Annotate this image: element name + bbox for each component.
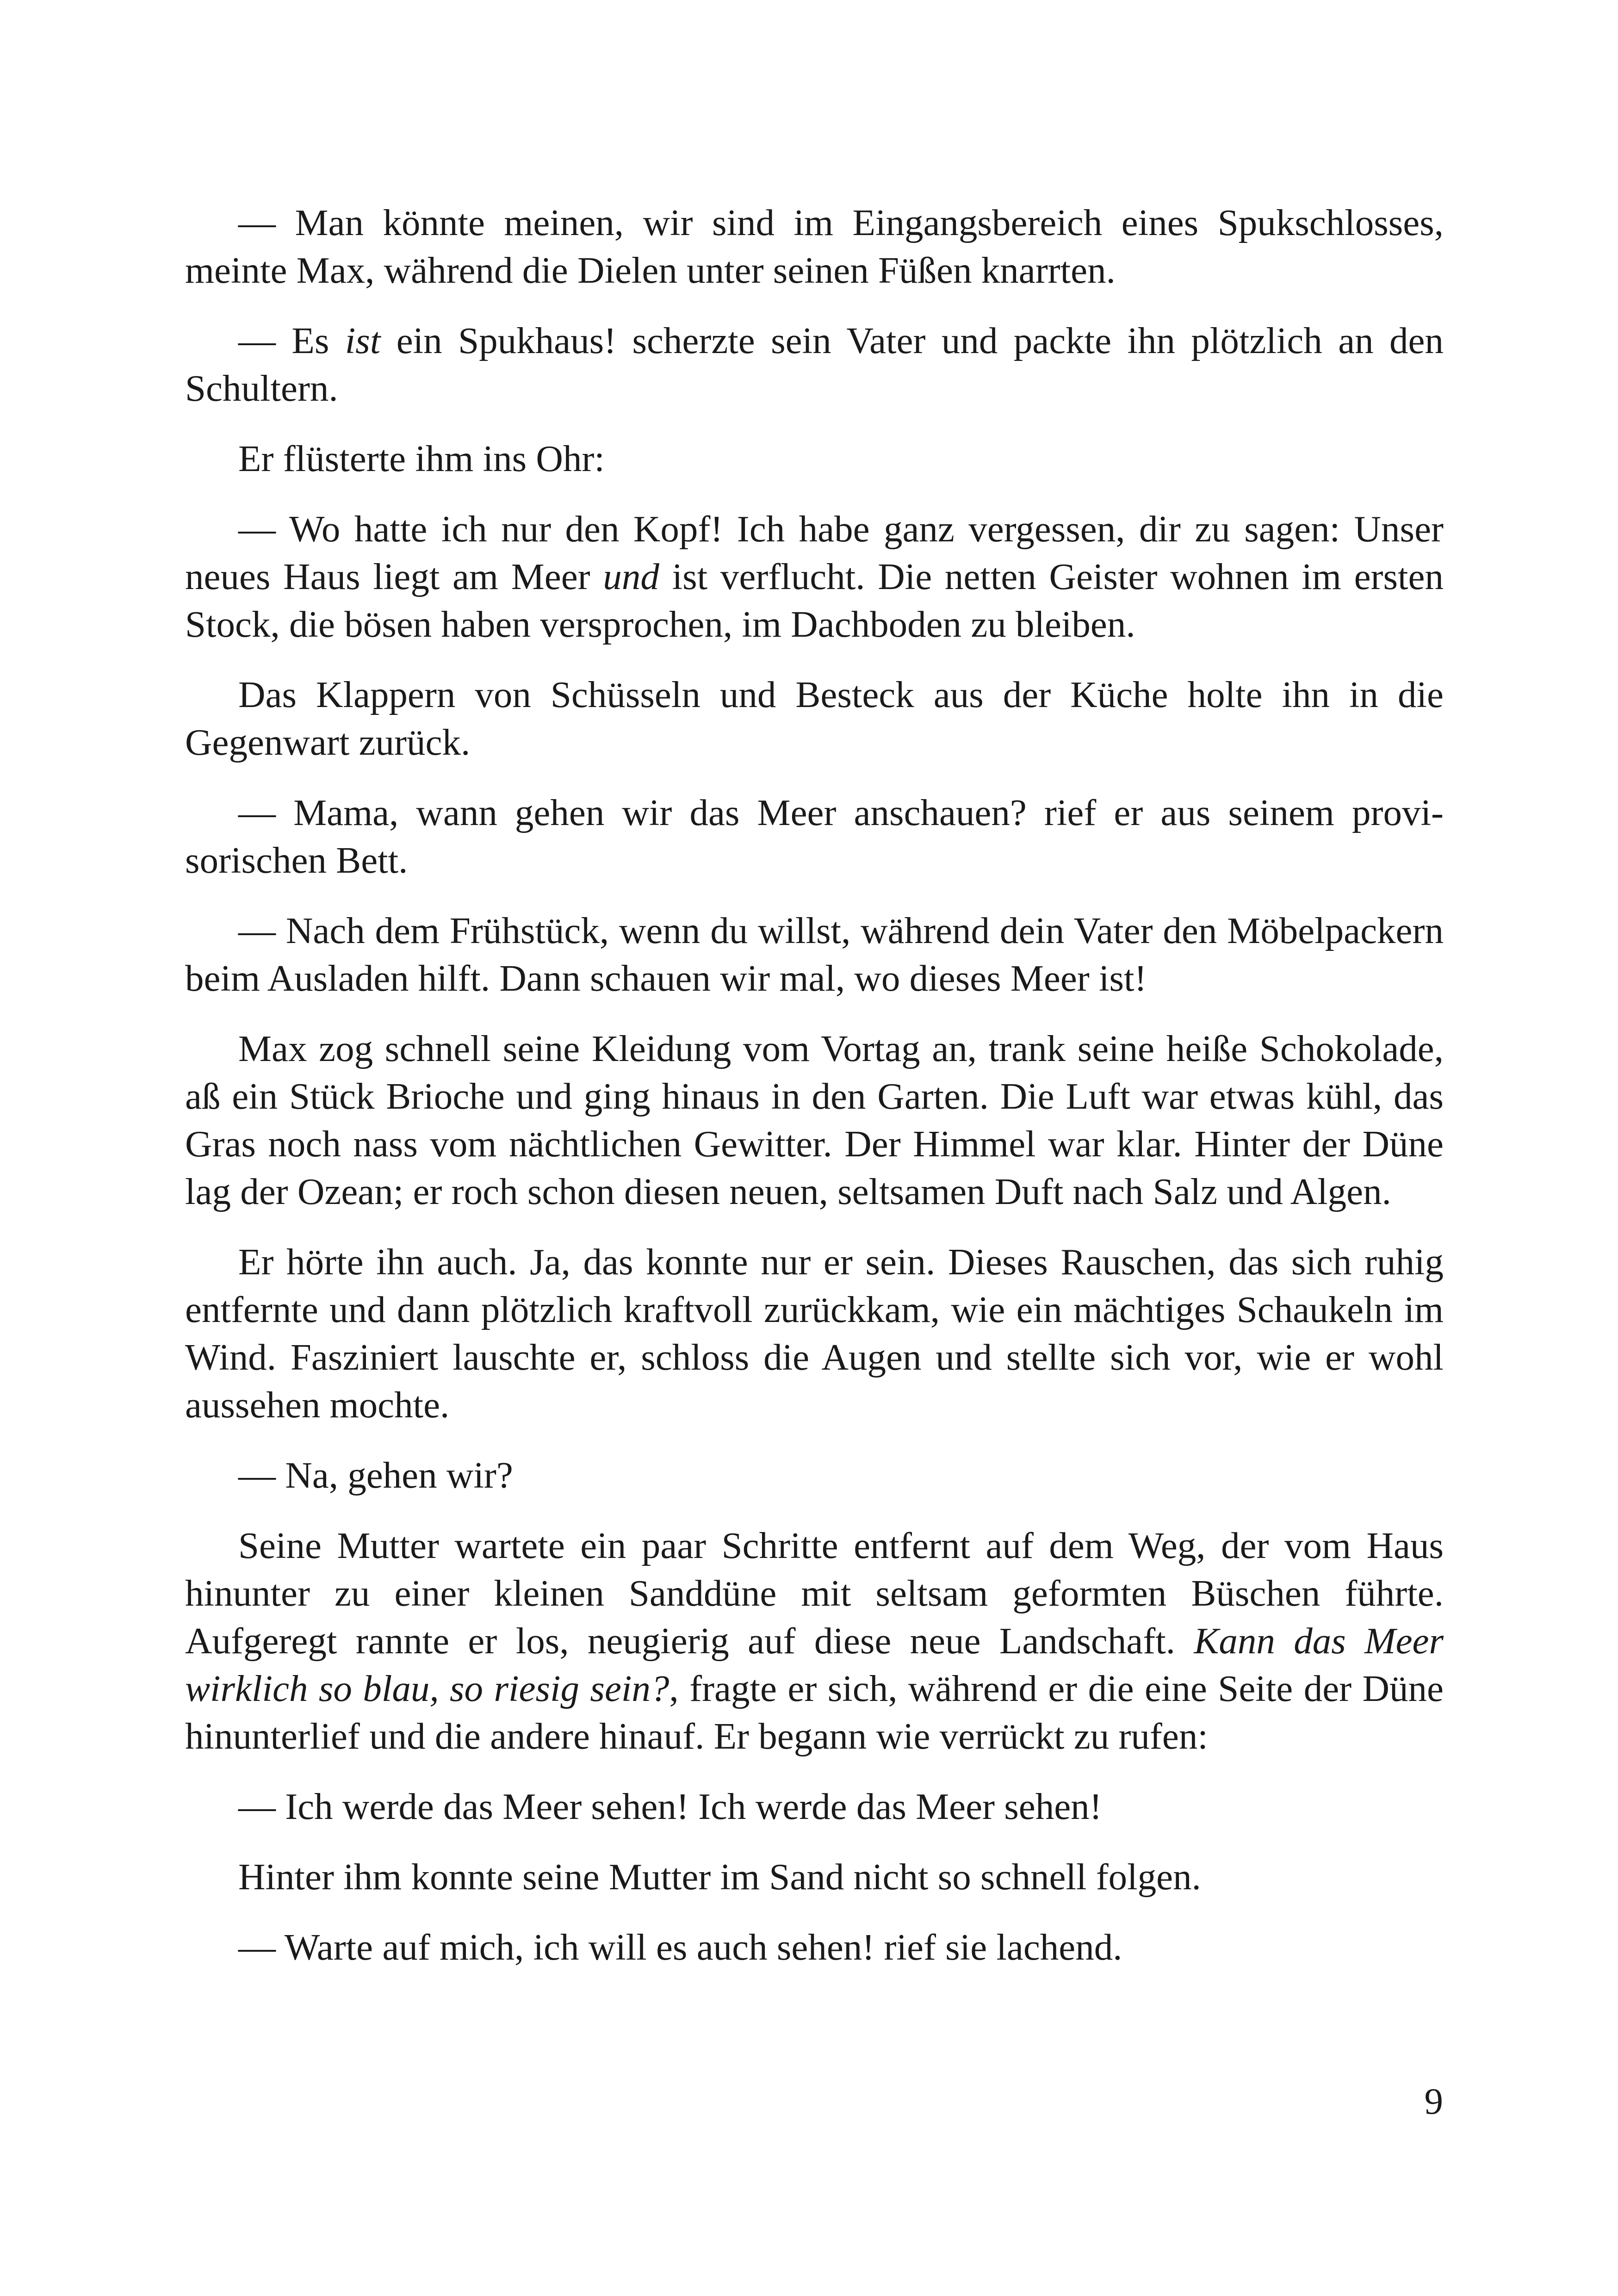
paragraph-text: — Nach dem Frühstück, wenn du willst, während dein Vater den Möbelpackern beim Ausladen hilft. Dann schauen wir mal, wo dieses Meer ist! — [185, 910, 1444, 999]
paragraph-text: ist verflucht. Die netten Geister wohnen im ersten Stock, die bösen haben versprochen, im Dachboden zu bleiben. — [185, 556, 1444, 645]
paragraph-text: Hinter ihm konnte seine Mutter im Sand nicht so schnell folgen. — [238, 1856, 1201, 1898]
paragraph — [185, 199, 1444, 294]
paragraph — [185, 1924, 1444, 1971]
paragraph — [185, 1853, 1444, 1901]
paragraph — [185, 317, 1444, 412]
paragraph-text: Max zog schnell seine Kleidung vom Vortag an, trank seine heiße Schokolade, aß ein Stück Brioche und ging hinaus in den Garten. Die Luft war etwas kühl, das Gras noch nass vom nächtlichen Gewitter. Der Himmel war klar. Hinter der Düne lag der Ozean; er roch schon diesen neuen, seltsamen Duft nach Salz und Algen. — [185, 1028, 1444, 1212]
paragraph — [185, 1452, 1444, 1499]
paragraph-text: ein Spukhaus! scherzte sein Vater und packte ihn plötzlich an den Schultern. — [185, 320, 1444, 409]
emphasis-text: ist — [345, 320, 381, 361]
paragraph-text: — Ich werde das Meer sehen! Ich werde das Meer sehen! — [238, 1786, 1102, 1827]
paragraph — [185, 1238, 1444, 1429]
paragraph — [185, 671, 1444, 766]
paragraph-text: — Warte auf mich, ich will es auch sehen! rief sie lachend. — [238, 1926, 1122, 1968]
paragraph — [185, 1025, 1444, 1216]
paragraph-text: Das Klappern von Schüsseln und Besteck aus der Küche holte ihn in die Gegenwart zurück. — [185, 674, 1444, 763]
paragraph-text: — Na, gehen wir? — [238, 1454, 513, 1496]
paragraph-text: Seine Mutter wartete ein paar Schritte entfernt auf dem Weg, der vom Haus hinunter zu einer kleinen Sanddüne mit seltsam geformten Büschen führte. Aufgeregt rannte er los, neugierig auf diese neue Landschaft. — [185, 1525, 1444, 1662]
emphasis-text: Kann das Meer wirklich so blau, so riesig sein? — [185, 1620, 1444, 1709]
paragraph-text: — Wo hatte ich nur den Kopf! Ich habe ganz vergessen, dir zu sagen: Unser neues Haus liegt am Meer — [185, 508, 1444, 597]
paragraph-text: Er hörte ihn auch. Ja, das konnte nur er sein. Dieses Rauschen, das sich ruhig entfernte und dann plötzlich kraftvoll zurückkam, wie ein mächtiges Schaukeln im Wind. Fasziniert lauschte er, schloss die Augen und stellte sich vor, wie er wohl aussehen mochte. — [185, 1241, 1444, 1426]
paragraph — [185, 435, 1444, 483]
paragraph-text: Er flüsterte ihm ins Ohr: — [238, 438, 605, 479]
paragraph-text: — Man könnte meinen, wir sind im Eingangsbereich eines Spukschlosses, meinte Max, während die Dielen unter seinen Füßen knarrten. — [185, 202, 1444, 291]
paragraph — [185, 907, 1444, 1002]
emphasis-text: und — [603, 556, 659, 597]
page-number: 9 — [1424, 2080, 1443, 2122]
body-text — [185, 199, 1444, 1971]
paragraph-text: , fragte er sich, während er die eine Seite der Düne hinunterlief und die andere hinauf. Er begann wie verrückt zu rufen: — [185, 1668, 1444, 1757]
paragraph-text: — Es — [238, 320, 345, 361]
paragraph — [185, 789, 1444, 884]
paragraph-text: — Mama, wann gehen wir das Meer anschauen? rief er aus seinem provisorischen Bett. — [185, 792, 1444, 881]
paragraph — [185, 505, 1444, 648]
paragraph — [185, 1783, 1444, 1831]
paragraph — [185, 1522, 1444, 1760]
